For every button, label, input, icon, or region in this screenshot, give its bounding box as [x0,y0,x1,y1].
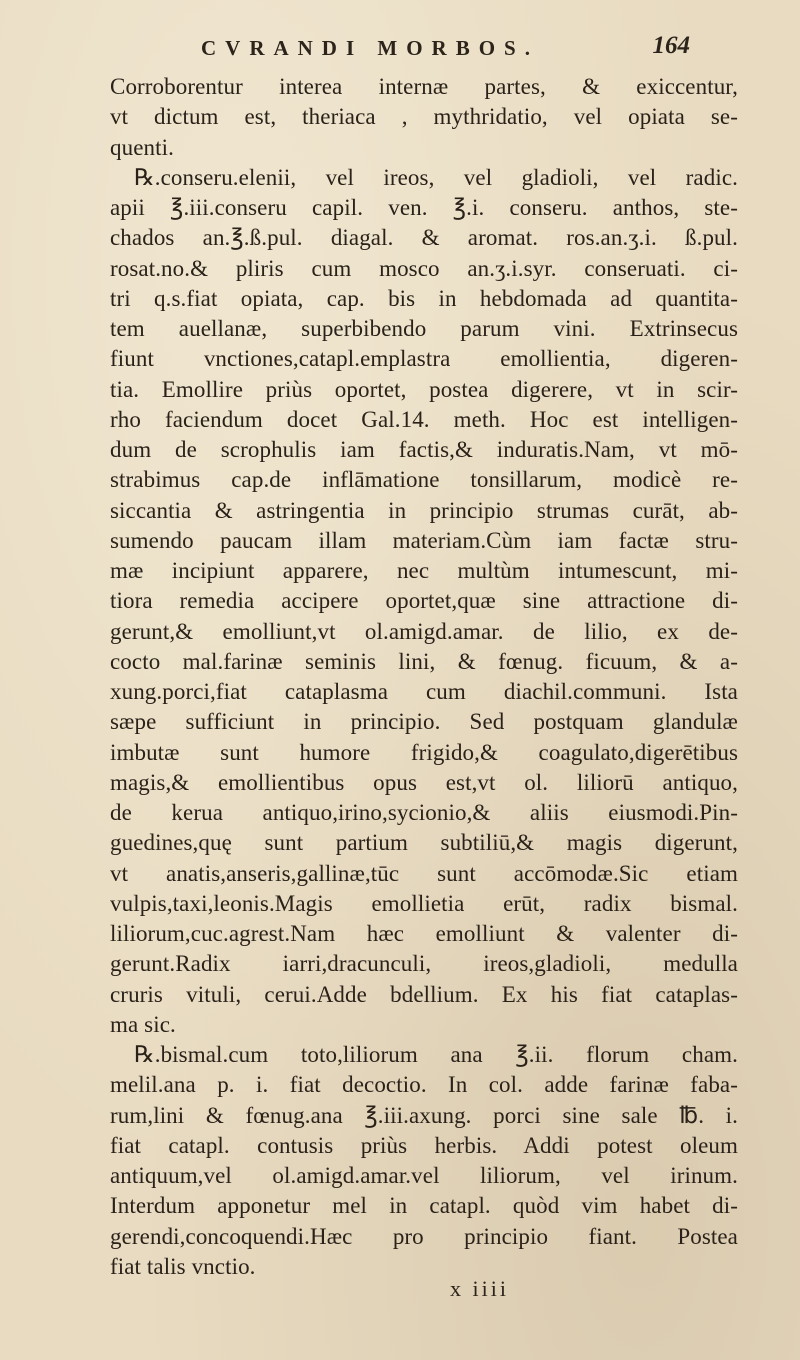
text-line: siccantia & astringentia in principio strumas curāt, ab- [110,497,738,523]
text-line: cruris vituli, cerui.Adde bdellium. Ex his fiat cataplas- [110,981,738,1007]
running-head: CVRANDI MORBOS. [200,36,539,60]
text-line: fiat catapl. contusis priùs herbis. Addi potest oleum [110,1132,738,1158]
text-line: fiunt vnctiones,catapl.emplastra emollientia, digeren- [110,346,738,372]
text-line: apii ℥.iii.conseru capil. ven. ℥.i. conseru. anthos, ste- [110,195,738,220]
text-line: Interdum apponetur mel in catapl. quòd vim habet di- [110,1193,738,1219]
text-line: vt dictum est, theriaca , mythridatio, vel opiata se- [110,104,738,130]
text-line: rum,lini & fœnug.ana ℥.iii.axung. porci sine sale ℔. i. [110,1102,738,1128]
text-line: guedines,quę sunt partium subtiliū,& magis digerunt, [110,830,738,856]
text-line: magis,& emollientibus opus est,vt ol. liliorū antiquo, [110,769,738,795]
text-line: mæ incipiunt apparere, nec multùm intumescunt, mi- [110,558,738,583]
text-line: gerunt.Radix iarri,dracunculi, ireos,gladioli, medulla [110,951,738,977]
text-line: tia. Emollire priùs oportet, postea digerere, vt in scir- [110,376,738,402]
body-text [110,72,738,1282]
text-line: chados an.℥.ß.pul. diagal. & aromat. ros.an.ʒ.i. ß.pul. [110,225,738,251]
text-line: ℞.bismal.cum toto,liliorum ana ℥.ii. florum cham. [134,1042,738,1067]
text-line: ma sic. [110,1011,176,1037]
text-line: antiquum,vel ol.amigd.amar.vel liliorum, vel irinum. [110,1163,738,1188]
text-line: tri q.s.fiat opiata, cap. bis in hebdomada ad quantita- [110,285,738,311]
text-line: tem auellanæ, superbibendo parum vini. Extrinsecus [110,316,738,341]
text-line: dum de scrophulis iam factis,& induratis.Nam, vt mō- [110,437,738,462]
text-line: gerunt,& emolliunt,vt ol.amigd.amar. de lilio, ex de- [110,618,738,644]
text-line: rosat.no.& pliris cum mosco an.ʒ.i.syr. conseruati. ci- [110,255,738,281]
text-line: liliorum,cuc.agrest.Nam hæc emolliunt & valenter di- [110,921,738,946]
page-header [140,26,690,66]
text-line: xung.porci,fiat cataplasma cum diachil.communi. Ista [110,679,738,704]
text-line: imbutæ sunt humore frigido,& coagulato,digerētibus [110,739,738,765]
text-line: melil.ana p. i. fiat decoctio. In col. adde farinæ faba- [110,1072,738,1098]
text-line: cocto mal.farinæ seminis lini, & fœnug. ficuum, & a- [110,648,738,674]
text-line: de kerua antiquo,irino,sycionio,& aliis eiusmodi.Pin- [110,800,738,825]
text-line: fiat talis vnctio. [110,1253,256,1279]
text-line: sæpe sufficiunt in principio. Sed postquam glandulæ [110,709,738,735]
text-line: quenti. [110,134,174,160]
text-line: gerendi,concoquendi.Hæc pro principio fiant. Postea [110,1223,738,1249]
page-number: 164 [652,32,690,59]
text-line: rho faciendum docet Gal.14. meth. Hoc est intelligen- [110,406,738,432]
text-line: vulpis,taxi,leonis.Magis emollietia erūt, radix bismal. [110,890,738,916]
text-line: ℞.conseru.elenii, vel ireos, vel gladioli, vel radic. [134,164,738,190]
text-line: tiora remedia accipere oportet,quæ sine attractione di- [110,588,738,614]
signature-mark: x iiii [450,1276,509,1301]
text-line: Corroborentur interea internæ partes, & exiccentur, [110,74,738,99]
text-line: vt anatis,anseris,gallinæ,tūc sunt accōmodæ.Sic etiam [110,860,738,886]
text-line: strabimus cap.de inflāmatione tonsillarum, modicè re- [110,467,738,493]
text-line: sumendo paucam illam materiam.Cùm iam factæ stru- [110,527,738,553]
